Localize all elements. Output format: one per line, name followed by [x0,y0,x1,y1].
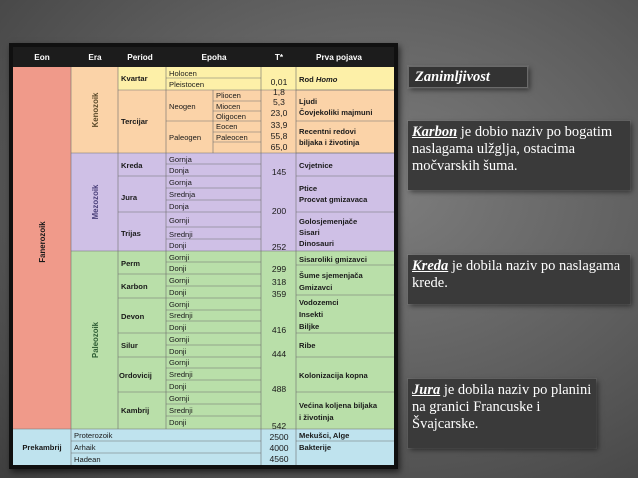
time-value: 299 [271,264,287,274]
geologic-time-table [13,47,394,465]
epoch-kambrij-gornji: Gornji [169,394,190,403]
subperiod-neogen: Neogen [169,102,196,111]
time-value: 542 [271,421,287,431]
jura-fact-text: je dobila naziv po planini na granici Francuske i Švajcarske. [412,382,592,432]
epoch-devon-donji: Donji [169,323,187,332]
epoch-devon-gornji: Gornji [169,300,190,309]
karbon-keyword: Karbon [412,124,458,140]
period-perm: Perm [121,259,140,268]
jura-fact-box [408,379,596,448]
epoch-pliocen: Pliocen [216,91,241,100]
header-era: Era [88,53,102,62]
precambrian-arhaik: Arhaik [74,443,96,452]
jura-keyword: Jura [412,382,441,398]
appearance-procvat-gmizavaca: Procvat gmizavaca [299,195,368,204]
epoch-kambrij-srednji: Srednji [169,406,193,415]
appearance-biljke: Biljke [299,322,320,331]
time-value: 23,0 [270,108,288,118]
period-tercijar: Tercijar [121,117,148,126]
epoch-trijas-donji: Donji [169,241,187,250]
appearance-gmizavci: Gmizavci [299,283,333,292]
period-kreda: Kreda [121,161,143,170]
time-value: 0,01 [270,77,288,87]
epoch-kreda-donja: Donja [169,166,189,175]
appearance-ljudi: Ljudi [299,97,318,106]
time-value: 1,8 [273,87,285,97]
epoch-paleocen: Paleocen [216,133,248,142]
period-karbon: Karbon [121,282,148,291]
epoch-ordovicij-srednji: Srednji [169,370,193,379]
era-label-paleozoik: Paleozoik [91,322,100,358]
era-label-kenozoik: Kenozoik [91,92,100,128]
karbon-fact-box [408,121,630,190]
epoch-jura-gornja: Gornja [169,178,192,187]
appearance-sisaroliki: Sisaroliki gmizavci [299,255,367,264]
epoch-karbon-donji: Donji [169,288,187,297]
karbon-fact-text: je dobio naziv po bogatim naslagama ulžglja, ostacima močvarskih šuma. [412,124,613,174]
period-jura: Jura [121,193,138,202]
subperiod-paleogen: Paleogen [169,133,202,142]
header-time: T* [274,53,284,62]
epoch-ordovicij-donji: Donji [169,382,187,391]
time-value: 359 [271,289,287,299]
epoch-perm-gornji: Gornji [169,253,190,262]
kvartar-row-bg [118,67,394,90]
time-value: 33,9 [270,120,288,130]
time-value: 145 [271,167,287,177]
precambrian-hadean: Hadean [74,455,101,464]
time-value: 416 [271,325,287,335]
epoch-ordovicij-gornji: Gornji [169,358,190,367]
appearance-sume: Šume sjemenjača [299,271,363,280]
time-value: 4560 [269,454,289,464]
appearance-recentni-2: biljaka i životinja [299,138,360,147]
time-value: 444 [271,349,287,359]
kreda-fact-box [408,255,630,304]
period-devon: Devon [121,312,145,321]
epoch-holocen: Holocen [169,69,197,78]
time-value: 2500 [269,432,289,442]
epoch-eocen: Eocen [216,122,238,131]
appearance-kolonizacija: Kolonizacija kopna [299,371,368,380]
time-value: 318 [271,277,287,287]
epoch-kambrij-donji: Donji [169,418,187,427]
epoch-miocen: Miocen [216,102,241,111]
epoch-pleistocen: Pleistocen [169,80,205,89]
appearance-vecina-2: i životinja [299,413,334,422]
appearance-bakterije: Bakterije [299,443,332,452]
epoch-oligocen: Oligocen [216,112,246,121]
era-label-mezozoik: Mezozoik [91,184,100,220]
header-period: Period [127,53,153,62]
epoch-karbon-gornji: Gornji [169,276,190,285]
epoch-devon-srednji: Srednji [169,311,193,320]
kreda-keyword: Kreda [412,258,449,274]
period-kvartar: Kvartar [121,74,148,83]
eon-label-prekambrij: Prekambrij [22,443,62,452]
appearance-golosjemenjace: Golosjemenjače [299,217,358,226]
time-value: 55,8 [270,131,288,141]
epoch-perm-donji: Donji [169,264,187,273]
appearance-cvjetnice: Cvjetnice [299,161,333,170]
appearance-majmuni: Čovjekoliki majmuni [299,108,373,117]
appearance-ptice: Ptice [299,184,318,193]
time-value: 4000 [269,443,289,453]
time-value: 5,3 [273,97,285,107]
eon-label-fanerozoik: Fanerozoik [38,221,47,263]
appearance-vecina-1: Većina koljena biljaka [299,401,378,410]
time-value: 200 [271,206,287,216]
time-value: 488 [271,384,287,394]
period-silur: Silur [121,341,138,350]
zanimljivost-title: Zanimljivost [408,66,528,88]
period-kambrij: Kambrij [121,406,150,415]
period-trijas: Trijas [121,229,141,238]
header-prva-pojava: Prva pojava [316,53,362,62]
epoch-trijas-gornji: Gornji [169,216,190,225]
epoch-silur-gornji: Gornji [169,335,190,344]
appearance-insekti: Insekti [299,310,324,319]
header-eon: Eon [34,53,50,62]
appearance-recentni-1: Recentni redovi [299,127,356,136]
appearance-vodozemci: Vodozemci [299,298,339,307]
epoch-trijas-srednji: Srednji [169,230,193,239]
time-value: 65,0 [270,142,288,152]
appearance-dinosauri: Dinosauri [299,239,335,248]
time-value: 252 [271,242,287,252]
precambrian-proterozoik: Proterozoik [74,431,113,440]
epoch-silur-donji: Donji [169,347,187,356]
epoch-jura-donja: Donja [169,202,189,211]
kreda-fact-text: je dobila naziv po naslagama krede. [412,258,621,291]
appearance-rod-homo: Rod Homo [299,75,338,84]
header-epoha: Epoha [201,53,227,62]
appearance-ribe: Ribe [299,341,316,350]
appearance-mekusci: Mekušci, Alge [299,431,350,440]
epoch-kreda-gornja: Gornja [169,155,192,164]
appearance-sisari: Sisari [299,228,320,237]
geologic-time-table-panel [9,43,398,469]
epoch-jura-srednja: Srednja [169,190,196,199]
period-ordovicij: Ordovicij [119,371,152,380]
